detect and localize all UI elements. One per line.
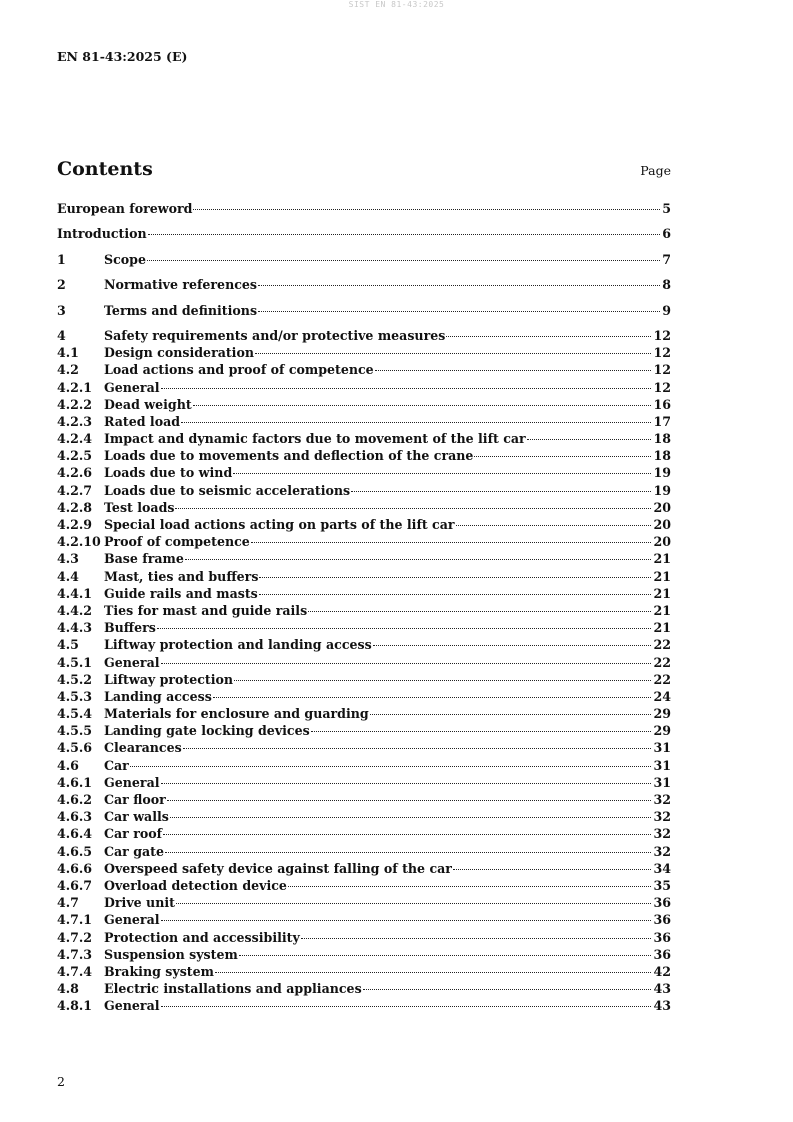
- toc-dot-leader: [193, 405, 652, 406]
- toc-entry[interactable]: [57, 739, 671, 756]
- toc-entry-number: 4.6.5: [57, 843, 93, 859]
- toc-entry-title: Protection and accessibility: [104, 929, 300, 945]
- toc-entry-title: General: [104, 912, 160, 928]
- toc-dot-leader: [311, 731, 652, 732]
- toc-entry-page: 24: [653, 688, 671, 704]
- toc-entry-number: 4.5.3: [57, 688, 93, 704]
- toc-entry-page: 36: [653, 912, 671, 928]
- toc-entry-title: Liftway protection and landing access: [104, 637, 372, 653]
- toc-dot-leader: [258, 311, 660, 312]
- toc-entry-page: 22: [653, 637, 671, 653]
- toc-entry-title: Suspension system: [104, 946, 238, 962]
- toc-entry[interactable]: [57, 843, 671, 860]
- toc-dot-leader: [453, 869, 652, 870]
- toc-entry-number: 4.7.4: [57, 963, 93, 979]
- toc-entry[interactable]: [57, 361, 671, 378]
- toc-dot-leader: [446, 336, 651, 337]
- toc-entry-page: 17: [653, 413, 671, 429]
- toc-dot-leader: [351, 491, 651, 492]
- toc-entry[interactable]: [57, 464, 671, 481]
- toc-entry-page: 19: [653, 465, 671, 481]
- toc-entry-title: Design consideration: [104, 345, 255, 361]
- toc-dot-leader: [157, 628, 652, 629]
- toc-entry-title: General: [104, 654, 160, 670]
- toc-entry-title: Electric installations and appliances: [104, 981, 362, 997]
- toc-entry-title: Landing gate locking devices: [104, 723, 310, 739]
- toc-entry[interactable]: [57, 774, 671, 791]
- toc-dot-leader: [161, 1006, 652, 1007]
- toc-entry-title: Loads due to seismic accelerations: [104, 482, 351, 498]
- toc-entry-number: 4.6: [57, 757, 79, 773]
- toc-dot-leader: [375, 370, 652, 371]
- toc-entry[interactable]: [57, 877, 671, 894]
- toc-entry-page: 18: [653, 431, 671, 447]
- toc-dot-leader: [181, 422, 651, 423]
- toc-entry[interactable]: [57, 430, 671, 447]
- toc-entry-title: Load actions and proof of competence: [104, 362, 374, 378]
- table-of-contents: [57, 200, 671, 1014]
- toc-entry-page: 29: [653, 723, 671, 739]
- toc-entry[interactable]: [57, 533, 671, 550]
- toc-entry-page: 9: [662, 302, 671, 318]
- toc-entry[interactable]: [57, 396, 671, 413]
- toc-entry-page: 22: [653, 654, 671, 670]
- toc-entry-number: 4.2.10: [57, 534, 101, 550]
- toc-dot-leader: [213, 697, 652, 698]
- toc-entry-title: Special load actions acting on parts of the lift car: [104, 517, 455, 533]
- toc-entry[interactable]: [57, 302, 671, 327]
- toc-entry-number: 2: [57, 277, 66, 293]
- toc-entry[interactable]: [57, 200, 671, 225]
- toc-entry-number: 4.2.6: [57, 465, 93, 481]
- toc-entry-title: Terms and definitions: [104, 302, 258, 318]
- toc-entry[interactable]: [57, 379, 671, 396]
- toc-entry-page: 34: [653, 860, 671, 876]
- toc-dot-leader: [130, 766, 652, 767]
- toc-entry-page: 42: [653, 963, 671, 979]
- toc-dot-leader: [259, 577, 651, 578]
- toc-dot-leader: [161, 388, 652, 389]
- toc-entry-page: 31: [653, 740, 671, 756]
- toc-entry-title: Car floor: [104, 792, 166, 808]
- toc-entry-number: 4.6.4: [57, 826, 93, 842]
- toc-entry-number: 4.1: [57, 345, 79, 361]
- toc-entry[interactable]: [57, 705, 671, 722]
- toc-entry-number: 4.8.1: [57, 998, 93, 1014]
- toc-entry-page: 35: [653, 877, 671, 893]
- toc-entry-page: 21: [653, 568, 671, 584]
- toc-entry-title: Test loads: [104, 499, 175, 515]
- toc-entry-title: Liftway protection: [104, 671, 234, 687]
- toc-entry-page: 20: [653, 517, 671, 533]
- toc-entry-title: Proof of competence: [104, 534, 250, 550]
- toc-entry-title: General: [104, 998, 160, 1014]
- toc-entry[interactable]: [57, 671, 671, 688]
- toc-dot-leader: [233, 473, 651, 474]
- toc-entry-page: 32: [653, 792, 671, 808]
- toc-entry-title: Drive unit: [104, 895, 175, 911]
- toc-entry-page: 12: [653, 379, 671, 395]
- toc-dot-leader: [161, 920, 652, 921]
- contents-header: [57, 158, 671, 180]
- toc-entry[interactable]: [57, 636, 671, 653]
- toc-dot-leader: [176, 903, 651, 904]
- toc-entry-title: Overload detection device: [104, 877, 287, 893]
- toc-entry-page: 16: [653, 396, 671, 412]
- toc-entry-title: Loads due to wind: [104, 465, 233, 481]
- toc-entry-number: 4.2.3: [57, 413, 93, 429]
- toc-entry-number: 3: [57, 302, 66, 318]
- toc-entry-title: General: [104, 379, 160, 395]
- toc-entry-number: 4.5.6: [57, 740, 93, 756]
- toc-entry-page: 12: [653, 362, 671, 378]
- toc-entry-page: 32: [653, 843, 671, 859]
- toc-entry[interactable]: [57, 791, 671, 808]
- toc-entry-number: 4.4.2: [57, 602, 93, 618]
- toc-entry-page: 21: [653, 602, 671, 618]
- toc-entry-number: 1: [57, 251, 66, 267]
- toc-entry-title: European foreword: [57, 201, 193, 216]
- toc-entry-title: Car gate: [104, 843, 164, 859]
- toc-dot-leader: [161, 663, 652, 664]
- toc-entry-number: 4.6.6: [57, 860, 93, 876]
- toc-dot-leader: [183, 748, 652, 749]
- toc-entry-page: 5: [662, 201, 671, 216]
- toc-entry-number: 4.5.4: [57, 706, 93, 722]
- toc-entry-title: Rated load: [104, 413, 181, 429]
- toc-dot-leader: [163, 834, 651, 835]
- toc-entry[interactable]: [57, 808, 671, 825]
- toc-entry-title: Introduction: [57, 226, 147, 242]
- toc-entry-title: Guide rails and masts: [104, 585, 258, 601]
- toc-entry-page: 31: [653, 774, 671, 790]
- toc-entry[interactable]: [57, 251, 671, 276]
- toc-dot-leader: [373, 645, 652, 646]
- toc-dot-leader: [185, 559, 652, 560]
- toc-dot-leader: [370, 714, 652, 715]
- toc-entry-number: 4.2.4: [57, 431, 93, 447]
- toc-entry[interactable]: [57, 327, 671, 344]
- toc-entry-title: Clearances: [104, 740, 182, 756]
- toc-entry-title: Car walls: [104, 809, 169, 825]
- toc-dot-leader: [193, 209, 660, 210]
- toc-dot-leader: [288, 886, 652, 887]
- toc-dot-leader: [167, 800, 652, 801]
- toc-entry-page: 7: [662, 251, 671, 267]
- toc-entry-title: Landing access: [104, 688, 212, 704]
- toc-dot-leader: [170, 817, 652, 818]
- toc-dot-leader: [474, 456, 651, 457]
- toc-entry-title: Buffers: [104, 620, 156, 636]
- toc-entry-number: 4.2.5: [57, 448, 93, 464]
- toc-entry[interactable]: [57, 825, 671, 842]
- toc-dot-leader: [147, 260, 660, 261]
- toc-entry-title: Dead weight: [104, 396, 192, 412]
- toc-entry[interactable]: [57, 344, 671, 361]
- toc-dot-leader: [161, 783, 652, 784]
- toc-entry-page: 36: [653, 946, 671, 962]
- toc-entry-number: 4.6.7: [57, 877, 93, 893]
- toc-entry[interactable]: [57, 757, 671, 774]
- toc-entry-title: Loads due to movements and deflection of the crane: [104, 448, 474, 464]
- toc-entry-number: 4.4.3: [57, 620, 93, 636]
- toc-entry-page: 19: [653, 482, 671, 498]
- toc-entry-page: 8: [662, 277, 671, 293]
- toc-entry-page: 6: [662, 226, 671, 242]
- toc-dot-leader: [301, 938, 652, 939]
- toc-entry-number: 4.6.3: [57, 809, 93, 825]
- toc-entry-title: General: [104, 774, 160, 790]
- toc-entry-number: 4.2.8: [57, 499, 93, 515]
- toc-entry-page: 21: [653, 551, 671, 567]
- toc-entry-title: Mast, ties and buffers: [104, 568, 259, 584]
- toc-entry-number: 4.5.1: [57, 654, 93, 670]
- toc-dot-leader: [251, 542, 652, 543]
- toc-entry-page: 21: [653, 585, 671, 601]
- footer-page-number: 2: [57, 1074, 65, 1089]
- toc-entry-number: 4.5.5: [57, 723, 93, 739]
- toc-entry-number: 4.2.1: [57, 379, 93, 395]
- toc-entry[interactable]: [57, 499, 671, 516]
- toc-entry-title: Ties for mast and guide rails: [104, 602, 308, 618]
- toc-entry[interactable]: [57, 688, 671, 705]
- toc-dot-leader: [175, 508, 651, 509]
- toc-dot-leader: [239, 955, 652, 956]
- toc-entry[interactable]: [57, 929, 671, 946]
- toc-entry-title: Base frame: [104, 551, 184, 567]
- toc-entry[interactable]: [57, 619, 671, 636]
- toc-entry[interactable]: [57, 980, 671, 997]
- toc-dot-leader: [165, 852, 651, 853]
- toc-entry[interactable]: [57, 946, 671, 963]
- toc-entry-page: 32: [653, 826, 671, 842]
- toc-entry-page: 32: [653, 809, 671, 825]
- toc-entry-title: Impact and dynamic factors due to movement of the lift car: [104, 431, 526, 447]
- toc-entry[interactable]: [57, 482, 671, 499]
- toc-entry-title: Normative references: [104, 277, 258, 293]
- toc-entry-page: 20: [653, 499, 671, 515]
- toc-entry-title: Braking system: [104, 963, 214, 979]
- toc-entry-number: 4.5: [57, 637, 79, 653]
- toc-entry-title: Scope: [104, 251, 146, 267]
- toc-dot-leader: [255, 353, 651, 354]
- toc-entry-number: 4.4: [57, 568, 79, 584]
- toc-entry-page: 29: [653, 706, 671, 722]
- toc-entry-page: 43: [653, 981, 671, 997]
- toc-entry-title: Materials for enclosure and guarding: [104, 706, 369, 722]
- toc-entry[interactable]: [57, 722, 671, 739]
- watermark: SIST EN 81-43:2025: [348, 0, 445, 9]
- toc-entry-page: 36: [653, 929, 671, 945]
- contents-title: Contents: [57, 158, 153, 180]
- toc-entry-number: 4.5.2: [57, 671, 93, 687]
- toc-entry-number: 4.2.7: [57, 482, 93, 498]
- toc-entry-number: 4: [57, 327, 66, 343]
- toc-entry-page: 21: [653, 620, 671, 636]
- toc-entry[interactable]: [57, 654, 671, 671]
- toc-dot-leader: [148, 234, 661, 235]
- toc-entry-number: 4.4.1: [57, 585, 93, 601]
- toc-dot-leader: [258, 285, 660, 286]
- toc-entry-page: 12: [653, 327, 671, 343]
- toc-entry-number: 4.2.2: [57, 396, 93, 412]
- toc-entry[interactable]: [57, 911, 671, 928]
- toc-entry[interactable]: [57, 568, 671, 585]
- toc-entry[interactable]: [57, 860, 671, 877]
- toc-entry[interactable]: [57, 413, 671, 430]
- toc-entry[interactable]: [57, 585, 671, 602]
- toc-entry-title: Overspeed safety device against falling of the car: [104, 860, 452, 876]
- toc-entry-title: Safety requirements and/or protective measures: [104, 327, 446, 343]
- toc-entry-number: 4.6.2: [57, 792, 93, 808]
- toc-entry-number: 4.7.3: [57, 946, 93, 962]
- toc-entry-title: Car: [104, 757, 129, 773]
- toc-entry[interactable]: [57, 225, 671, 250]
- toc-entry[interactable]: [57, 602, 671, 619]
- toc-dot-leader: [259, 594, 652, 595]
- toc-dot-leader: [215, 972, 652, 973]
- toc-entry-number: 4.2: [57, 362, 79, 378]
- toc-entry[interactable]: [57, 276, 671, 301]
- toc-entry-page: 31: [653, 757, 671, 773]
- toc-entry-number: 4.2.9: [57, 517, 93, 533]
- toc-entry[interactable]: [57, 894, 671, 911]
- toc-dot-leader: [308, 611, 651, 612]
- toc-entry-number: 4.7.1: [57, 912, 93, 928]
- toc-entry-number: 4.6.1: [57, 774, 93, 790]
- toc-entry-number: 4.7: [57, 895, 79, 911]
- toc-entry-number: 4.7.2: [57, 929, 93, 945]
- toc-dot-leader: [527, 439, 652, 440]
- toc-entry-page: 18: [653, 448, 671, 464]
- toc-entry-page: 36: [653, 895, 671, 911]
- page-column-label: Page: [640, 163, 671, 178]
- toc-entry-page: 12: [653, 345, 671, 361]
- toc-dot-leader: [363, 989, 652, 990]
- toc-entry-number: 4.3: [57, 551, 79, 567]
- toc-entry-number: 4.8: [57, 981, 79, 997]
- toc-entry[interactable]: [57, 997, 671, 1014]
- toc-dot-leader: [234, 680, 651, 681]
- toc-entry-page: 43: [653, 998, 671, 1014]
- toc-entry[interactable]: [57, 963, 671, 980]
- document-id: EN 81-43:2025 (E): [57, 49, 188, 64]
- toc-entry-page: 20: [653, 534, 671, 550]
- toc-entry[interactable]: [57, 516, 671, 533]
- toc-entry-page: 22: [653, 671, 671, 687]
- toc-dot-leader: [456, 525, 652, 526]
- toc-entry[interactable]: [57, 447, 671, 464]
- toc-entry-title: Car roof: [104, 826, 163, 842]
- toc-entry[interactable]: [57, 550, 671, 567]
